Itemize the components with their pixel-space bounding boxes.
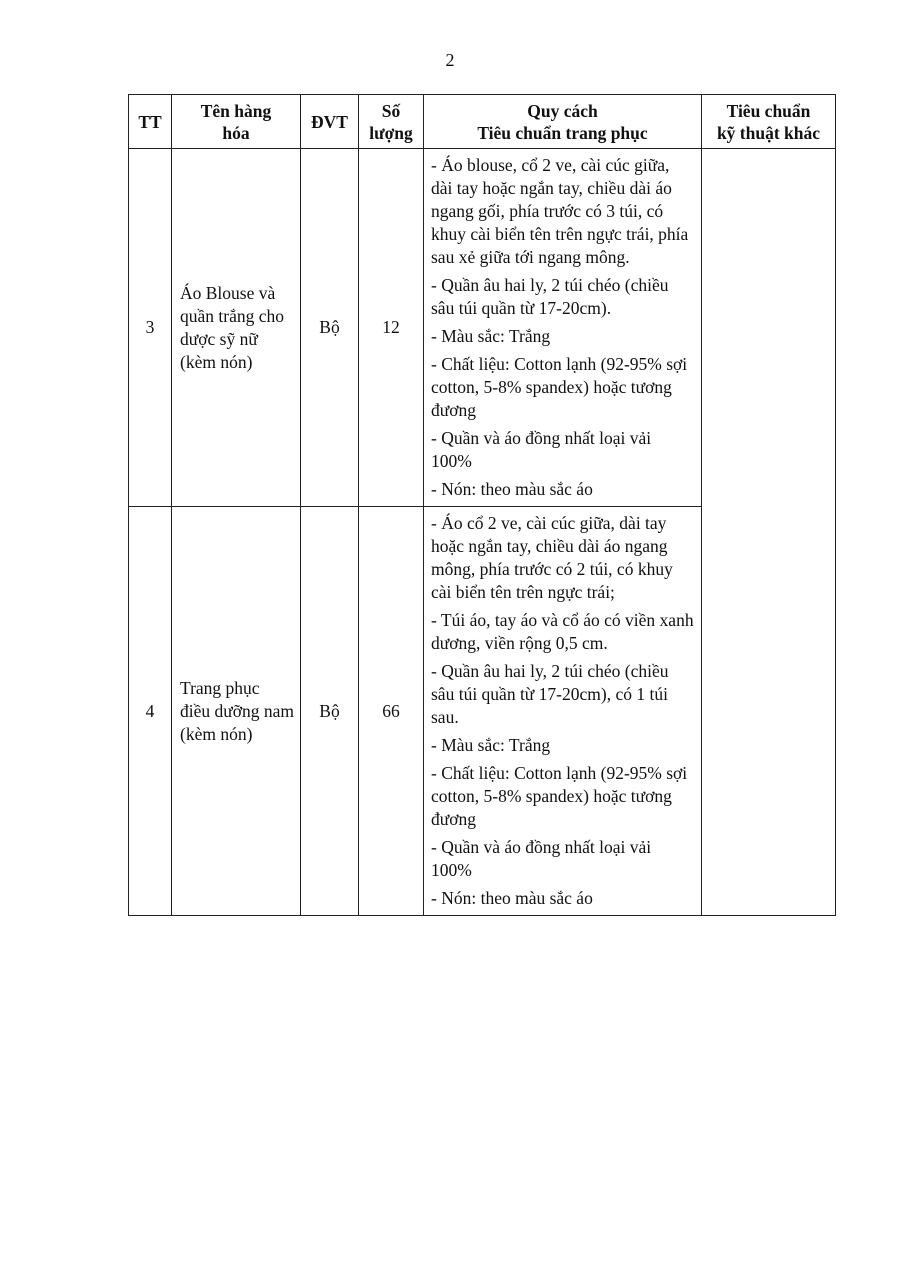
row-unit: Bộ: [301, 149, 359, 507]
header-specification: [424, 95, 702, 149]
row-tt: 4: [129, 507, 172, 916]
other-standards-cell: [702, 149, 836, 916]
row-tt: 3: [129, 149, 172, 507]
spec-line: - Chất liệu: Cotton lạnh (92-95% sợi cotton, 5-8% spandex) hoặc tương đương: [431, 763, 688, 829]
spec-line: - Quần và áo đồng nhất loại vải 100%: [431, 428, 652, 471]
row-item-name: Áo Blouse và quần trắng cho dược sỹ nữ (kèm nón): [172, 149, 301, 507]
spec-line: - Nón: theo màu sắc áo: [431, 888, 593, 908]
header-other-standards-line1: Tiêu chuẩn: [726, 100, 811, 121]
specification-table: [128, 94, 836, 916]
header-quantity: [359, 95, 424, 149]
spec-line: - Màu sắc: Trắng: [431, 326, 551, 346]
spec-line: - Áo blouse, cổ 2 ve, cài cúc giữa, dài tay hoặc ngắn tay, chiều dài áo ngang gối, phía trước có 3 túi, có khuy cài biển tên trên ngực trái, phía sau xẻ giữa tới ngang mông.: [431, 155, 689, 267]
header-unit: ĐVT: [301, 95, 359, 149]
row-quantity: 66: [359, 507, 424, 916]
header-item-name-line2: hóa: [222, 122, 250, 143]
header-item-name-line1: Tên hàng: [200, 100, 272, 121]
header-tt: TT: [129, 95, 172, 149]
row-specification: [424, 507, 702, 916]
header-specification-line1: Quy cách: [527, 100, 598, 121]
spec-line: - Nón: theo màu sắc áo: [431, 479, 593, 499]
page-number: 2: [445, 50, 455, 70]
spec-line: - Màu sắc: Trắng: [431, 735, 551, 755]
row-specification: [424, 149, 702, 507]
header-other-standards-line2: kỹ thuật khác: [716, 122, 821, 143]
table-row: [129, 149, 836, 507]
header-quantity-line1: Số: [381, 100, 401, 121]
row-quantity: 12: [359, 149, 424, 507]
spec-line: - Quần và áo đồng nhất loại vải 100%: [431, 837, 652, 880]
header-item-name: [172, 95, 301, 149]
table-header-row: [129, 95, 836, 149]
row-item-name: Trang phục điều dưỡng nam (kèm nón): [172, 507, 301, 916]
spec-line: - Quần âu hai ly, 2 túi chéo (chiều sâu túi quần từ 17-20cm).: [431, 275, 669, 318]
spec-line: - Áo cổ 2 ve, cài cúc giữa, dài tay hoặc ngắn tay, chiều dài áo ngang mông, phía trước có 2 túi, có khuy cài biển tên trên ngực trái;: [431, 513, 673, 602]
spec-line: - Túi áo, tay áo và cổ áo có viền xanh dương, viền rộng 0,5 cm.: [431, 610, 694, 653]
row-unit: Bộ: [301, 507, 359, 916]
header-specification-line2: Tiêu chuẩn trang phục: [477, 122, 648, 143]
spec-line: - Chất liệu: Cotton lạnh (92-95% sợi cotton, 5-8% spandex) hoặc tương đương: [431, 354, 688, 420]
header-quantity-line2: lượng: [369, 122, 413, 143]
header-other-standards: [702, 95, 836, 149]
spec-line: - Quần âu hai ly, 2 túi chéo (chiều sâu túi quần từ 17-20cm), có 1 túi sau.: [431, 661, 669, 727]
